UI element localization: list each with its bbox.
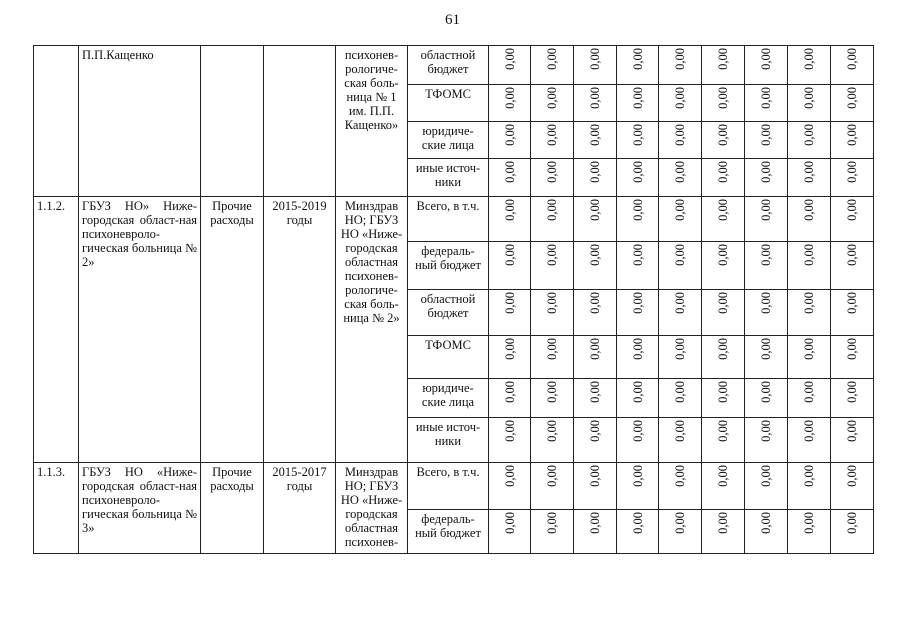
value-text: 0,00 — [845, 87, 859, 109]
period: 2015-2019 годы — [264, 197, 336, 463]
value-cell — [531, 463, 574, 510]
value-text: 0,00 — [588, 420, 602, 442]
value-cell — [574, 122, 617, 159]
value-text: 0,00 — [673, 161, 687, 183]
value-cell — [617, 463, 659, 510]
value-cell — [574, 336, 617, 379]
value-text: 0,00 — [802, 87, 816, 109]
value-text: 0,00 — [545, 420, 559, 442]
value-text: 0,00 — [759, 244, 773, 266]
block-number: 1.1.2. — [34, 197, 79, 463]
funding-source: иные источ-ники — [408, 418, 489, 463]
value-text: 0,00 — [588, 465, 602, 487]
value-text: 0,00 — [802, 48, 816, 70]
value-cell — [659, 290, 702, 336]
block-name: П.П.Кащенко — [79, 46, 201, 197]
value-text: 0,00 — [716, 381, 730, 403]
period — [264, 46, 336, 197]
value-text: 0,00 — [588, 87, 602, 109]
value-cell — [659, 463, 702, 510]
value-cell — [788, 463, 831, 510]
value-cell — [745, 242, 788, 290]
budget-table — [33, 45, 874, 554]
value-cell — [489, 122, 531, 159]
block-name: ГБУЗ НО» Ниже-городская област-ная психоневроло-гическая больница № 2» — [79, 197, 201, 463]
value-cell — [702, 336, 745, 379]
value-text: 0,00 — [545, 48, 559, 70]
value-text: 0,00 — [502, 48, 517, 70]
page-number: 61 — [445, 12, 460, 28]
table-row — [34, 46, 874, 85]
value-text: 0,00 — [716, 292, 730, 314]
value-text: 0,00 — [502, 381, 517, 403]
value-text: 0,00 — [845, 338, 859, 360]
value-text: 0,00 — [716, 420, 730, 442]
funding-source: Всего, в т.ч. — [408, 463, 489, 510]
value-text: 0,00 — [759, 292, 773, 314]
value-cell — [788, 510, 831, 554]
value-text: 0,00 — [845, 512, 859, 534]
value-cell — [831, 290, 874, 336]
block-number — [34, 46, 79, 197]
value-cell — [574, 197, 617, 242]
value-cell — [489, 197, 531, 242]
funding-source: ТФОМС — [408, 336, 489, 379]
value-cell — [702, 510, 745, 554]
value-text: 0,00 — [716, 465, 730, 487]
value-text: 0,00 — [802, 161, 816, 183]
value-cell — [745, 85, 788, 122]
value-text: 0,00 — [502, 465, 517, 487]
value-cell — [659, 510, 702, 554]
value-text: 0,00 — [802, 420, 816, 442]
value-text: 0,00 — [630, 465, 645, 487]
value-text: 0,00 — [502, 292, 517, 314]
value-cell — [702, 46, 745, 85]
value-text: 0,00 — [545, 244, 559, 266]
table-row — [34, 463, 874, 510]
value-text: 0,00 — [673, 292, 687, 314]
value-cell — [702, 197, 745, 242]
value-text: 0,00 — [588, 244, 602, 266]
value-cell — [659, 197, 702, 242]
value-text: 0,00 — [845, 292, 859, 314]
value-cell — [831, 85, 874, 122]
value-cell — [788, 290, 831, 336]
value-cell — [659, 418, 702, 463]
value-text: 0,00 — [502, 338, 517, 360]
value-cell — [831, 197, 874, 242]
funding-source: областной бюджет — [408, 290, 489, 336]
value-cell — [831, 46, 874, 85]
value-cell — [574, 463, 617, 510]
value-text: 0,00 — [588, 381, 602, 403]
value-cell — [745, 159, 788, 197]
value-text: 0,00 — [802, 338, 816, 360]
value-text: 0,00 — [759, 465, 773, 487]
value-cell — [574, 418, 617, 463]
value-text: 0,00 — [630, 124, 645, 146]
value-text: 0,00 — [630, 420, 645, 442]
value-text: 0,00 — [716, 512, 730, 534]
value-cell — [788, 122, 831, 159]
value-cell — [745, 418, 788, 463]
value-text: 0,00 — [759, 124, 773, 146]
block-name: ГБУЗ НО «Ниже-городская област-ная психоневроло-гическая больница № 3» — [79, 463, 201, 554]
value-cell — [702, 242, 745, 290]
value-cell — [659, 159, 702, 197]
value-cell — [745, 379, 788, 418]
value-cell — [617, 159, 659, 197]
funding-source: федераль-ный бюджет — [408, 242, 489, 290]
funding-source: ТФОМС — [408, 85, 489, 122]
value-cell — [489, 418, 531, 463]
funding-source: юридиче-ские лица — [408, 122, 489, 159]
funding-source: Всего, в т.ч. — [408, 197, 489, 242]
value-text: 0,00 — [545, 87, 559, 109]
value-text: 0,00 — [630, 87, 645, 109]
value-text: 0,00 — [630, 292, 645, 314]
value-cell — [831, 510, 874, 554]
value-text: 0,00 — [502, 420, 517, 442]
value-text: 0,00 — [545, 292, 559, 314]
value-cell — [745, 46, 788, 85]
funding-source: областной бюджет — [408, 46, 489, 85]
value-cell — [531, 336, 574, 379]
value-cell — [574, 379, 617, 418]
value-text: 0,00 — [545, 381, 559, 403]
value-text: 0,00 — [630, 244, 645, 266]
value-cell — [702, 122, 745, 159]
value-text: 0,00 — [630, 48, 645, 70]
executor: Минздрав НО; ГБУЗ НО «Ниже-городская областная психонев- — [336, 463, 408, 554]
value-text: 0,00 — [673, 48, 687, 70]
value-cell — [531, 197, 574, 242]
funding-source: иные источ-ники — [408, 159, 489, 197]
value-text: 0,00 — [716, 199, 730, 221]
value-cell — [574, 510, 617, 554]
value-text: 0,00 — [588, 161, 602, 183]
value-cell — [745, 463, 788, 510]
value-text: 0,00 — [802, 381, 816, 403]
value-cell — [745, 336, 788, 379]
value-text: 0,00 — [673, 244, 687, 266]
value-text: 0,00 — [545, 199, 559, 221]
value-text: 0,00 — [673, 124, 687, 146]
value-text: 0,00 — [673, 199, 687, 221]
value-cell — [831, 159, 874, 197]
value-text: 0,00 — [845, 381, 859, 403]
value-text: 0,00 — [502, 244, 517, 266]
value-cell — [617, 290, 659, 336]
value-cell — [659, 122, 702, 159]
value-text: 0,00 — [802, 244, 816, 266]
value-cell — [659, 336, 702, 379]
value-text: 0,00 — [716, 244, 730, 266]
expense-type: Прочие расходы — [201, 197, 264, 463]
value-text: 0,00 — [588, 199, 602, 221]
value-cell — [531, 290, 574, 336]
value-text: 0,00 — [502, 87, 517, 109]
value-text: 0,00 — [802, 292, 816, 314]
value-cell — [831, 242, 874, 290]
value-text: 0,00 — [716, 124, 730, 146]
value-cell — [745, 290, 788, 336]
value-cell — [489, 379, 531, 418]
value-cell — [788, 85, 831, 122]
value-cell — [788, 336, 831, 379]
value-text: 0,00 — [502, 512, 517, 534]
value-text: 0,00 — [759, 420, 773, 442]
value-text: 0,00 — [716, 338, 730, 360]
value-cell — [788, 418, 831, 463]
value-cell — [531, 379, 574, 418]
value-cell — [788, 242, 831, 290]
value-cell — [489, 159, 531, 197]
value-text: 0,00 — [545, 512, 559, 534]
value-cell — [617, 197, 659, 242]
value-cell — [617, 336, 659, 379]
value-cell — [617, 510, 659, 554]
value-cell — [788, 379, 831, 418]
expense-type — [201, 46, 264, 197]
value-cell — [702, 159, 745, 197]
value-cell — [574, 85, 617, 122]
value-text: 0,00 — [588, 338, 602, 360]
value-cell — [788, 46, 831, 85]
value-cell — [617, 85, 659, 122]
period: 2015-2017 годы — [264, 463, 336, 554]
value-text: 0,00 — [502, 161, 517, 183]
value-text: 0,00 — [759, 161, 773, 183]
value-text: 0,00 — [759, 338, 773, 360]
expense-type: Прочие расходы — [201, 463, 264, 554]
value-cell — [489, 46, 531, 85]
value-text: 0,00 — [630, 161, 645, 183]
value-text: 0,00 — [759, 512, 773, 534]
value-text: 0,00 — [673, 87, 687, 109]
value-cell — [702, 379, 745, 418]
value-text: 0,00 — [630, 512, 645, 534]
value-cell — [659, 379, 702, 418]
value-text: 0,00 — [588, 124, 602, 146]
value-cell — [574, 159, 617, 197]
block-number: 1.1.3. — [34, 463, 79, 554]
value-text: 0,00 — [802, 199, 816, 221]
value-cell — [702, 463, 745, 510]
value-text: 0,00 — [673, 420, 687, 442]
value-text: 0,00 — [845, 199, 859, 221]
value-cell — [489, 290, 531, 336]
value-text: 0,00 — [588, 512, 602, 534]
value-cell — [617, 122, 659, 159]
value-cell — [745, 197, 788, 242]
value-text: 0,00 — [716, 87, 730, 109]
value-cell — [489, 510, 531, 554]
value-text: 0,00 — [545, 465, 559, 487]
value-text: 0,00 — [759, 48, 773, 70]
value-cell — [489, 463, 531, 510]
value-text: 0,00 — [759, 381, 773, 403]
value-cell — [831, 463, 874, 510]
value-cell — [574, 242, 617, 290]
value-cell — [489, 242, 531, 290]
value-text: 0,00 — [759, 199, 773, 221]
value-cell — [702, 290, 745, 336]
value-cell — [531, 242, 574, 290]
value-cell — [831, 336, 874, 379]
value-text: 0,00 — [673, 381, 687, 403]
executor: Минздрав НО; ГБУЗ НО «Ниже-городская областная психонев-рологиче-ская боль-ница № 2» — [336, 197, 408, 463]
value-cell — [831, 418, 874, 463]
value-text: 0,00 — [545, 338, 559, 360]
value-text: 0,00 — [845, 124, 859, 146]
value-text: 0,00 — [716, 161, 730, 183]
value-text: 0,00 — [802, 512, 816, 534]
value-text: 0,00 — [802, 124, 816, 146]
value-cell — [745, 510, 788, 554]
value-cell — [788, 159, 831, 197]
value-text: 0,00 — [630, 199, 645, 221]
value-text: 0,00 — [845, 161, 859, 183]
value-cell — [659, 242, 702, 290]
value-cell — [531, 510, 574, 554]
value-text: 0,00 — [802, 465, 816, 487]
value-cell — [531, 85, 574, 122]
value-text: 0,00 — [545, 161, 559, 183]
value-cell — [489, 336, 531, 379]
funding-source: юридиче-ские лица — [408, 379, 489, 418]
value-text: 0,00 — [845, 420, 859, 442]
value-text: 0,00 — [545, 124, 559, 146]
value-cell — [617, 46, 659, 85]
executor: психонев-рологиче-ская боль-ница № 1 им. П.П. Кащенко» — [336, 46, 408, 197]
value-cell — [831, 379, 874, 418]
value-cell — [659, 46, 702, 85]
value-cell — [531, 46, 574, 85]
value-text: 0,00 — [673, 512, 687, 534]
value-cell — [702, 418, 745, 463]
value-text: 0,00 — [845, 48, 859, 70]
value-text: 0,00 — [673, 465, 687, 487]
value-cell — [617, 418, 659, 463]
value-cell — [617, 379, 659, 418]
value-cell — [617, 242, 659, 290]
value-cell — [659, 85, 702, 122]
value-text: 0,00 — [630, 338, 645, 360]
value-cell — [745, 122, 788, 159]
value-text: 0,00 — [759, 87, 773, 109]
table-row — [34, 197, 874, 242]
value-cell — [702, 85, 745, 122]
value-cell — [788, 197, 831, 242]
value-cell — [531, 159, 574, 197]
value-text: 0,00 — [630, 381, 645, 403]
value-text: 0,00 — [502, 199, 517, 221]
value-text: 0,00 — [845, 465, 859, 487]
value-text: 0,00 — [716, 48, 730, 70]
value-text: 0,00 — [673, 338, 687, 360]
value-cell — [574, 46, 617, 85]
value-cell — [574, 290, 617, 336]
value-cell — [531, 418, 574, 463]
value-text: 0,00 — [502, 124, 517, 146]
value-text: 0,00 — [845, 244, 859, 266]
value-cell — [531, 122, 574, 159]
value-cell — [489, 85, 531, 122]
value-text: 0,00 — [588, 292, 602, 314]
value-text: 0,00 — [588, 48, 602, 70]
funding-source: федераль-ный бюджет — [408, 510, 489, 554]
value-cell — [831, 122, 874, 159]
